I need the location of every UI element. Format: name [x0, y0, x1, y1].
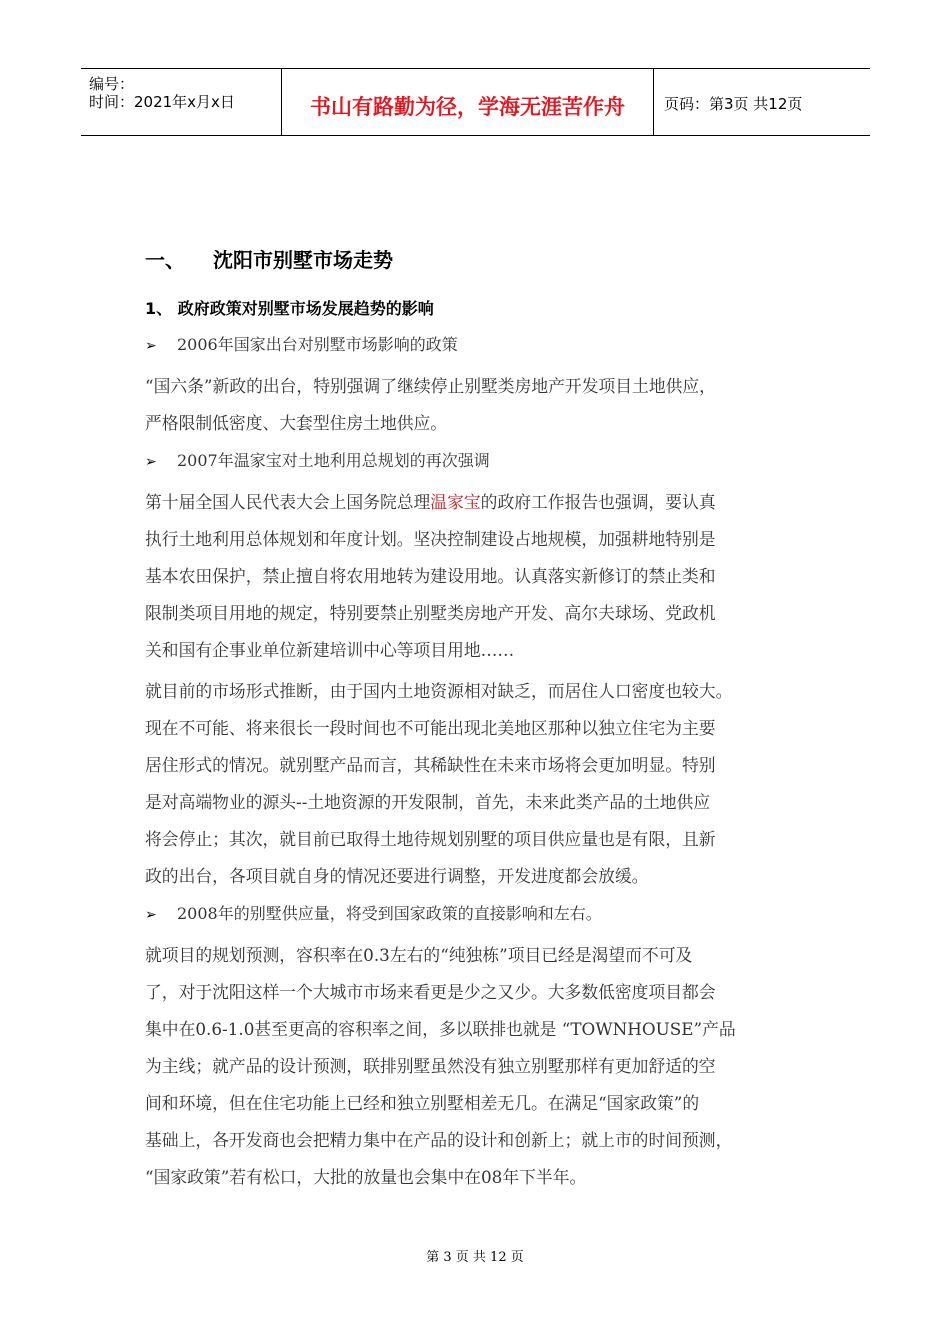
section-title: 沈阳市别墅市场走势 — [213, 248, 393, 272]
paragraph-line: 集中在0.6-1.0甚至更高的容积率之间，多以联排也就是 “TOWNHOUSE”产品 — [145, 1019, 736, 1039]
paragraph-line: 基本农田保护，禁止擅自将农用地转为建设用地。认真落实新修订的禁止类和 — [145, 566, 716, 586]
paragraph-line: 就项目的规划预测，容积率在0.3左右的“纯独栋”项目已经是渴望而不可及 — [145, 945, 693, 965]
paragraph-line: 居住形式的情况。就别墅产品而言，其稀缺性在未来市场将会更加明显。特别 — [145, 755, 716, 775]
paragraph-line: 间和环境，但在住宅功能上已经和独立别墅相差无几。在满足“国家政策”的 — [145, 1093, 700, 1113]
paragraph-text: 的政府工作报告也强调，要认真 — [480, 492, 716, 512]
section-heading — [145, 240, 825, 280]
document-header-table — [81, 68, 870, 136]
header-motto: 书山有路勤为径，学海无涯苦作舟 — [310, 95, 625, 119]
bullet-item — [145, 899, 825, 929]
paragraph-line: 就目前的市场形式推断，由于国内土地资源相对缺乏，而居住人口密度也较大。 — [145, 681, 733, 701]
paragraph-line: 严格限制低密度、大套型住房土地供应。 — [145, 413, 448, 433]
paragraph-line: 现在不可能、将来很长一段时间也不可能出现北美地区那种以独立住宅为主要 — [145, 718, 716, 738]
section-number: 一、 — [145, 248, 185, 272]
bullet-text: 2007年温家宝对土地利用总规划的再次强调 — [177, 451, 490, 470]
bullet-item — [145, 330, 825, 360]
arrow-bullet-icon: ➢ — [145, 907, 157, 923]
paragraph-line: 执行土地利用总体规划和年度计划。坚决控制建设占地规模，加强耕地特别是 — [145, 529, 716, 549]
bullet-text: 2008年的别墅供应量，将受到国家政策的直接影响和左右。 — [177, 904, 602, 923]
document-number-label: 编号： — [89, 75, 135, 93]
page-footer: 第 3 页 共 12 页 — [426, 1250, 524, 1265]
document-time-label: 时间：2021年x月x日 — [89, 93, 235, 111]
document-body — [145, 240, 825, 1200]
header-motto-cell — [281, 69, 654, 135]
arrow-bullet-icon: ➢ — [145, 454, 157, 470]
paragraph-policy-2006 — [145, 368, 825, 442]
paragraph-land-planning — [145, 484, 825, 669]
paragraph-supply-2008 — [145, 937, 825, 1196]
header-page-number: 页码：第3页 共12页 — [664, 95, 803, 113]
paragraph-line: “国六条”新政的出台，特别强调了继续停止别墅类房地产开发项目土地供应， — [145, 376, 716, 396]
paragraph-line: 将会停止；其次，就目前已取得土地待规划别墅的项目供应量也是有限，且新 — [145, 829, 716, 849]
paragraph-line: 政的出台，各项目就自身的情况还要进行调整，开发进度都会放缓。 — [145, 866, 649, 886]
paragraph-text: 第十届全国人民代表大会上国务院总理 — [145, 492, 431, 512]
highlighted-name-link[interactable]: 温家宝 — [430, 492, 481, 512]
paragraph-line: “国家政策”若有松口，大批的放量也会集中在08年下半年。 — [145, 1167, 587, 1187]
subsection-heading: 1、 政府政策对别墅市场发展趋势的影响 — [145, 299, 434, 318]
paragraph-line: 为主线；就产品的设计预测，联排别墅虽然没有独立别墅那样有更加舒适的空 — [145, 1056, 716, 1076]
bullet-item — [145, 446, 825, 476]
header-meta-cell — [81, 69, 281, 135]
paragraph-line: 基础上，各开发商也会把精力集中在产品的设计和创新上；就上市的时间预测， — [145, 1130, 733, 1150]
paragraph-line — [145, 484, 825, 521]
bullet-text: 2006年国家出台对别墅市场影响的政策 — [177, 335, 458, 354]
paragraph-market-inference — [145, 673, 825, 895]
paragraph-line: 关和国有企事业单位新建培训中心等项目用地…… — [145, 640, 515, 660]
paragraph-line: 了，对于沈阳这样一个大城市市场来看更是少之又少。大多数低密度项目都会 — [145, 982, 716, 1002]
arrow-bullet-icon: ➢ — [145, 338, 157, 354]
paragraph-line: 是对高端物业的源头--土地资源的开发限制，首先，未来此类产品的土地供应 — [145, 792, 711, 812]
header-page-cell — [654, 69, 870, 135]
paragraph-line: 限制类项目用地的规定，特别要禁止别墅类房地产开发、高尔夫球场、党政机 — [145, 603, 716, 623]
